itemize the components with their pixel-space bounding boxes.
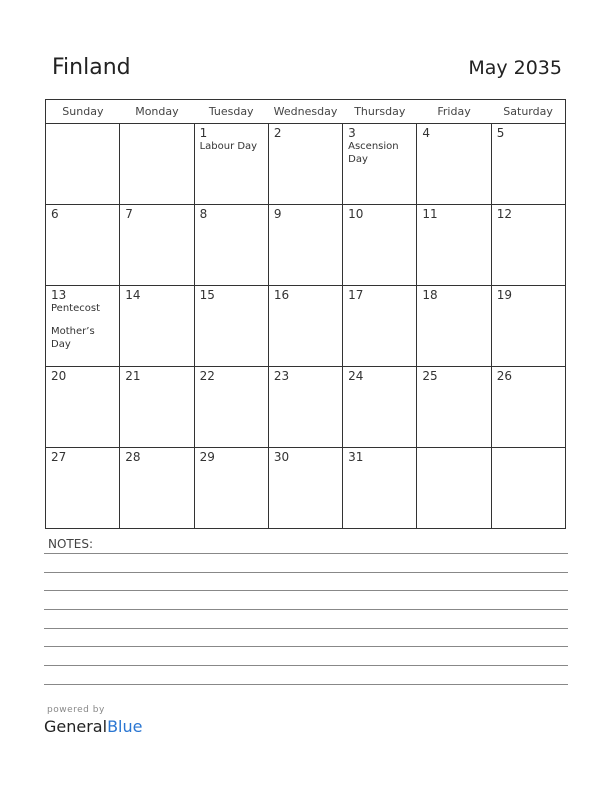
day-cell [46, 124, 120, 205]
day-cell [343, 286, 417, 367]
day-number: 4 [422, 126, 431, 140]
notes-line [44, 609, 568, 610]
notes-line [44, 572, 568, 573]
day-number: 1 [199, 126, 208, 140]
holiday-event: Pentecost [51, 303, 100, 314]
day-cell [194, 367, 268, 448]
day-cell [491, 367, 565, 448]
month-year-title: May 2035 [468, 57, 562, 79]
day-cell [417, 205, 491, 286]
day-number: 24 [348, 369, 364, 383]
day-number: 14 [125, 288, 141, 302]
week-row-2 [46, 205, 566, 286]
day-cell [268, 367, 342, 448]
day-cell [268, 286, 342, 367]
day-cell [491, 124, 565, 205]
brand-blue: Blue [107, 717, 143, 736]
day-cell [46, 205, 120, 286]
day-cell [46, 448, 120, 529]
day-cell [343, 367, 417, 448]
notes-line [44, 684, 568, 685]
day-cell [194, 124, 268, 205]
day-cell [120, 448, 194, 529]
day-number: 22 [199, 369, 215, 383]
day-cell [120, 205, 194, 286]
day-number: 21 [125, 369, 141, 383]
powered-by-text: powered by [47, 705, 105, 715]
day-number: 19 [496, 288, 512, 302]
day-cell [417, 367, 491, 448]
day-number: 16 [273, 288, 290, 302]
day-number: 3 [348, 126, 356, 140]
weekday-header-row [46, 100, 566, 124]
day-number: 23 [273, 369, 290, 383]
week-row-3 [46, 286, 566, 367]
weekday-sunday: Sunday [46, 100, 120, 124]
day-cell [120, 124, 194, 205]
day-number: 18 [422, 288, 438, 302]
notes-line [44, 590, 568, 591]
day-cell [343, 205, 417, 286]
day-number: 30 [273, 450, 290, 464]
day-cell [194, 286, 268, 367]
day-cell [491, 205, 565, 286]
day-cell [46, 367, 120, 448]
day-number: 6 [51, 207, 59, 221]
day-number: 28 [125, 450, 141, 464]
day-number: 7 [125, 207, 133, 221]
day-cell [417, 448, 491, 529]
day-number: 12 [496, 207, 512, 221]
day-cell [194, 205, 268, 286]
day-cell [417, 124, 491, 205]
notes-line [44, 553, 568, 554]
calendar-grid [45, 99, 566, 529]
day-cell [120, 367, 194, 448]
day-number: 5 [496, 126, 505, 140]
weekday-friday: Friday [417, 100, 491, 124]
holiday-event: Labour Day [199, 141, 258, 152]
day-number: 26 [496, 369, 512, 383]
day-cell [343, 448, 417, 529]
day-number: 29 [199, 450, 215, 464]
day-number: 8 [199, 207, 208, 221]
day-cell [194, 448, 268, 529]
week-row-4 [46, 367, 566, 448]
day-cell [120, 286, 194, 367]
weekday-saturday: Saturday [491, 100, 565, 124]
week-row-1 [46, 124, 566, 205]
day-number: 20 [51, 369, 67, 383]
weekday-tuesday: Tuesday [194, 100, 268, 124]
day-number: 11 [422, 207, 438, 221]
day-number: 15 [199, 288, 215, 302]
day-cell [491, 448, 565, 529]
weekday-wednesday: Wednesday [268, 100, 342, 124]
week-row-5 [46, 448, 566, 529]
day-cell [268, 205, 342, 286]
day-cell [491, 286, 565, 367]
notes-line [44, 665, 568, 666]
day-number: 13 [51, 288, 67, 302]
day-cell [46, 286, 120, 367]
day-number: 25 [422, 369, 438, 383]
notes-label: NOTES: [48, 537, 93, 551]
generalblue-logo[interactable] [44, 717, 142, 736]
brand-general: General [44, 717, 108, 736]
country-title: Finland [52, 55, 131, 80]
day-number: 10 [348, 207, 364, 221]
day-number: 2 [273, 126, 282, 140]
day-cell [268, 448, 342, 529]
holiday-event: Ascension Day [348, 141, 399, 165]
day-cell [417, 286, 491, 367]
day-number: 17 [348, 288, 364, 302]
notes-line [44, 628, 568, 629]
day-number: 9 [273, 207, 282, 221]
weekday-thursday: Thursday [343, 100, 417, 124]
day-number: 31 [348, 450, 364, 464]
day-number: 27 [51, 450, 67, 464]
day-cell [343, 124, 417, 205]
holiday-event: Mother’s Day [51, 326, 95, 350]
day-cell [268, 124, 342, 205]
notes-line [44, 646, 568, 647]
weekday-monday: Monday [120, 100, 194, 124]
